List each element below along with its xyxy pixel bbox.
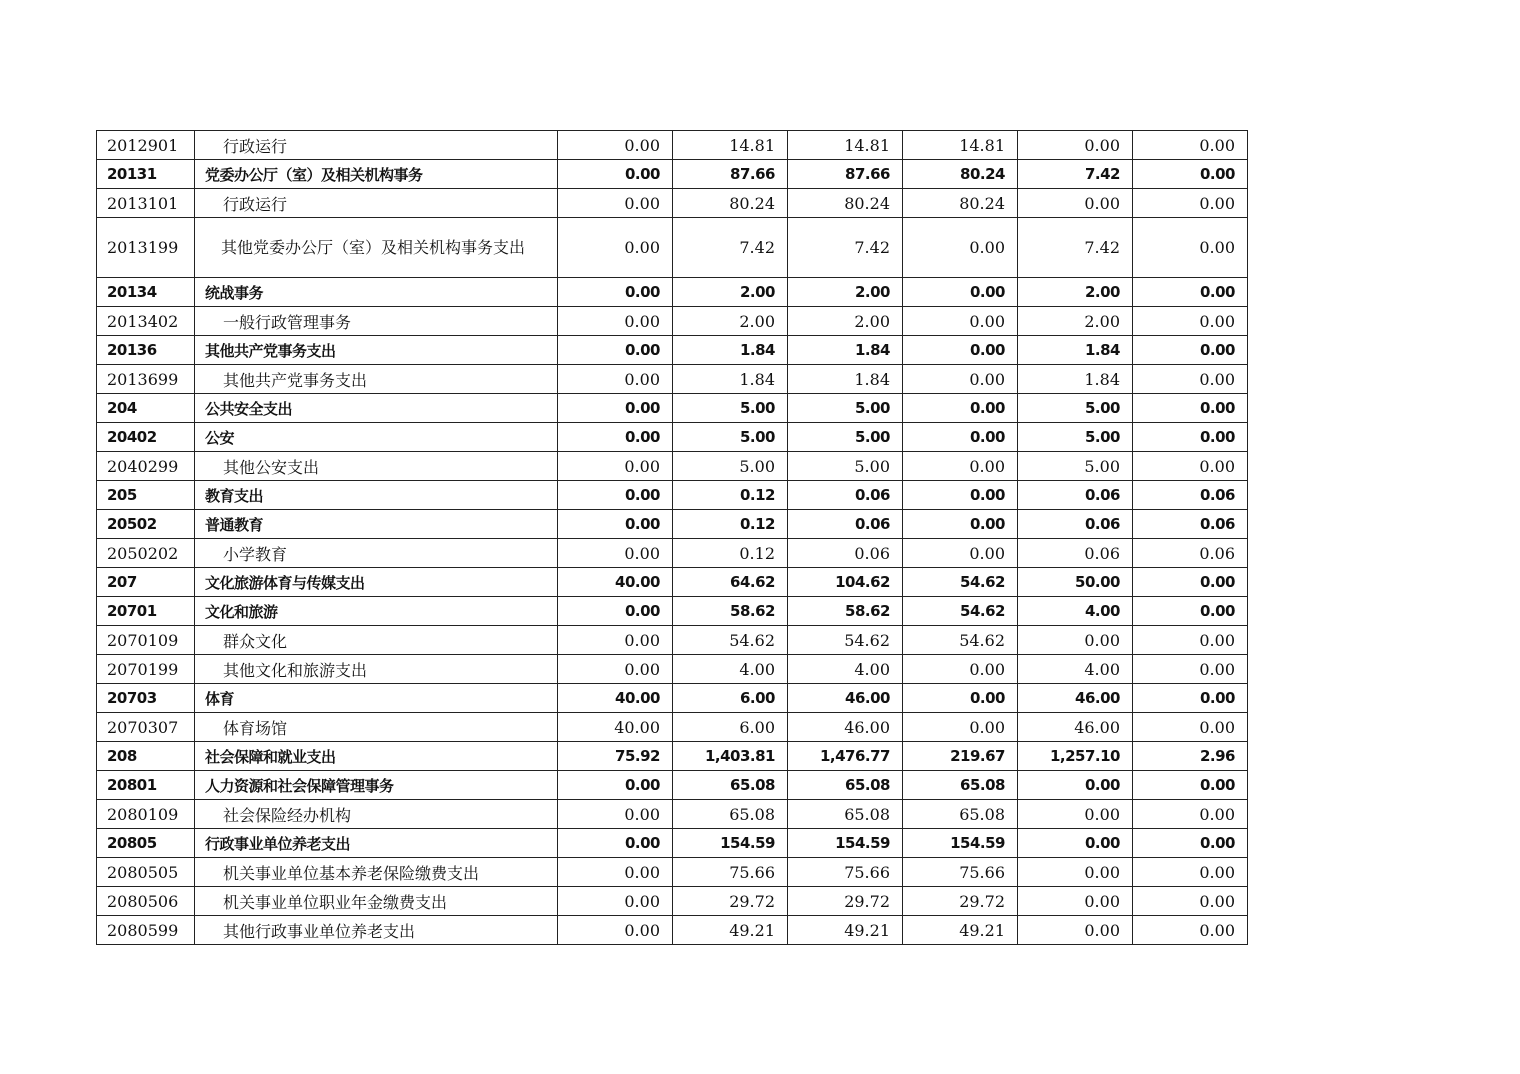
amount-cell: 7.42: [1018, 160, 1133, 189]
subject-name-cell: 行政事业单位养老支出: [195, 829, 558, 858]
amount-cell: 5.00: [1018, 394, 1133, 423]
amount-cell: 0.00: [558, 394, 673, 423]
amount-cell: 0.00: [1133, 452, 1248, 481]
amount-cell: 80.24: [788, 189, 903, 218]
table-row: [97, 394, 1248, 423]
amount-cell: 65.08: [788, 771, 903, 800]
table-row: [97, 189, 1248, 218]
amount-cell: 0.00: [558, 365, 673, 394]
amount-cell: 49.21: [673, 916, 788, 945]
amount-cell: 65.08: [788, 800, 903, 829]
amount-cell: 2.00: [788, 278, 903, 307]
amount-cell: 1,476.77: [788, 742, 903, 771]
amount-cell: 49.21: [903, 916, 1018, 945]
amount-cell: 2.00: [788, 307, 903, 336]
amount-cell: 7.42: [673, 218, 788, 278]
subject-name-cell: 小学教育: [195, 539, 558, 568]
subject-code-cell: 2013402: [97, 307, 195, 336]
amount-cell: 0.06: [1018, 481, 1133, 510]
amount-cell: 54.62: [903, 597, 1018, 626]
amount-cell: 0.12: [673, 481, 788, 510]
table-row: [97, 336, 1248, 365]
amount-cell: 5.00: [673, 452, 788, 481]
subject-name-cell: 文化旅游体育与传媒支出: [195, 568, 558, 597]
amount-cell: 1,257.10: [1018, 742, 1133, 771]
budget-expenditure-table: [96, 130, 1248, 945]
amount-cell: 65.08: [673, 771, 788, 800]
table-row: [97, 887, 1248, 916]
amount-cell: 0.00: [558, 800, 673, 829]
subject-code-cell: 20703: [97, 684, 195, 713]
amount-cell: 0.00: [558, 481, 673, 510]
amount-cell: 0.12: [673, 510, 788, 539]
subject-code-cell: 2050202: [97, 539, 195, 568]
amount-cell: 29.72: [673, 887, 788, 916]
amount-cell: 1.84: [788, 365, 903, 394]
table-row: [97, 481, 1248, 510]
amount-cell: 7.42: [788, 218, 903, 278]
amount-cell: 0.00: [1133, 626, 1248, 655]
subject-code-cell: 20701: [97, 597, 195, 626]
amount-cell: 0.00: [1133, 307, 1248, 336]
amount-cell: 0.00: [1133, 916, 1248, 945]
amount-cell: 80.24: [903, 189, 1018, 218]
subject-code-cell: 2013101: [97, 189, 195, 218]
amount-cell: 5.00: [673, 394, 788, 423]
amount-cell: 0.00: [558, 423, 673, 452]
amount-cell: 0.00: [1133, 771, 1248, 800]
amount-cell: 0.00: [1133, 887, 1248, 916]
amount-cell: 104.62: [788, 568, 903, 597]
amount-cell: 154.59: [673, 829, 788, 858]
amount-cell: 2.00: [673, 307, 788, 336]
amount-cell: 0.06: [788, 510, 903, 539]
amount-cell: 58.62: [788, 597, 903, 626]
subject-code-cell: 208: [97, 742, 195, 771]
amount-cell: 80.24: [673, 189, 788, 218]
table-row: [97, 684, 1248, 713]
subject-code-cell: 204: [97, 394, 195, 423]
amount-cell: 0.00: [903, 423, 1018, 452]
subject-code-cell: 2070199: [97, 655, 195, 684]
amount-cell: 0.00: [558, 218, 673, 278]
amount-cell: 87.66: [673, 160, 788, 189]
subject-name-cell: 其他行政事业单位养老支出: [195, 916, 558, 945]
amount-cell: 4.00: [673, 655, 788, 684]
subject-code-cell: 2013699: [97, 365, 195, 394]
amount-cell: 7.42: [1018, 218, 1133, 278]
amount-cell: 219.67: [903, 742, 1018, 771]
table-row: [97, 452, 1248, 481]
amount-cell: 75.66: [788, 858, 903, 887]
subject-name-cell: 群众文化: [195, 626, 558, 655]
table-row: [97, 423, 1248, 452]
amount-cell: 0.00: [1018, 829, 1133, 858]
amount-cell: 0.00: [558, 597, 673, 626]
amount-cell: 0.00: [1018, 626, 1133, 655]
amount-cell: 0.00: [1133, 829, 1248, 858]
subject-code-cell: 2013199: [97, 218, 195, 278]
amount-cell: 0.00: [903, 218, 1018, 278]
amount-cell: 5.00: [788, 423, 903, 452]
amount-cell: 40.00: [558, 684, 673, 713]
amount-cell: 1,403.81: [673, 742, 788, 771]
table-row: [97, 131, 1248, 160]
amount-cell: 0.00: [903, 452, 1018, 481]
table-row: [97, 218, 1248, 278]
amount-cell: 0.00: [1133, 568, 1248, 597]
table-body: [97, 131, 1248, 945]
amount-cell: 0.00: [903, 365, 1018, 394]
amount-cell: 2.00: [673, 278, 788, 307]
amount-cell: 75.66: [903, 858, 1018, 887]
amount-cell: 46.00: [1018, 684, 1133, 713]
amount-cell: 0.00: [1133, 278, 1248, 307]
amount-cell: 5.00: [788, 394, 903, 423]
amount-cell: 0.00: [1133, 218, 1248, 278]
amount-cell: 54.62: [903, 626, 1018, 655]
amount-cell: 0.00: [1133, 394, 1248, 423]
amount-cell: 0.00: [903, 336, 1018, 365]
amount-cell: 5.00: [1018, 452, 1133, 481]
table-row: [97, 800, 1248, 829]
table-row: [97, 858, 1248, 887]
amount-cell: 0.00: [558, 336, 673, 365]
amount-cell: 0.00: [903, 655, 1018, 684]
subject-code-cell: 2080599: [97, 916, 195, 945]
amount-cell: 0.12: [673, 539, 788, 568]
table-row: [97, 829, 1248, 858]
amount-cell: 75.66: [673, 858, 788, 887]
subject-name-cell: 其他共产党事务支出: [195, 365, 558, 394]
amount-cell: 1.84: [788, 336, 903, 365]
amount-cell: 65.08: [903, 771, 1018, 800]
amount-cell: 49.21: [788, 916, 903, 945]
amount-cell: 2.00: [1018, 307, 1133, 336]
amount-cell: 1.84: [1018, 365, 1133, 394]
subject-code-cell: 2080109: [97, 800, 195, 829]
table-row: [97, 626, 1248, 655]
amount-cell: 0.00: [903, 684, 1018, 713]
amount-cell: 5.00: [788, 452, 903, 481]
table-row: [97, 916, 1248, 945]
subject-name-cell: 其他共产党事务支出: [195, 336, 558, 365]
subject-name-cell: 机关事业单位基本养老保险缴费支出: [195, 858, 558, 887]
amount-cell: 0.00: [1018, 131, 1133, 160]
table-row: [97, 160, 1248, 189]
subject-name-cell: 公共安全支出: [195, 394, 558, 423]
subject-name-cell: 社会保险经办机构: [195, 800, 558, 829]
subject-name-cell: 行政运行: [195, 131, 558, 160]
subject-name-cell: 一般行政管理事务: [195, 307, 558, 336]
amount-cell: 54.62: [788, 626, 903, 655]
amount-cell: 0.00: [903, 713, 1018, 742]
amount-cell: 0.00: [1133, 365, 1248, 394]
table-row: [97, 771, 1248, 800]
subject-name-cell: 统战事务: [195, 278, 558, 307]
amount-cell: 0.00: [1018, 887, 1133, 916]
amount-cell: 0.00: [1133, 131, 1248, 160]
subject-name-cell: 普通教育: [195, 510, 558, 539]
amount-cell: 0.00: [1133, 858, 1248, 887]
subject-name-cell: 体育场馆: [195, 713, 558, 742]
subject-name-cell: 机关事业单位职业年金缴费支出: [195, 887, 558, 916]
amount-cell: 0.00: [903, 510, 1018, 539]
amount-cell: 0.00: [1133, 655, 1248, 684]
subject-name-cell: 体育: [195, 684, 558, 713]
amount-cell: 1.84: [673, 336, 788, 365]
amount-cell: 0.00: [1133, 800, 1248, 829]
subject-name-cell: 行政运行: [195, 189, 558, 218]
table-row: [97, 539, 1248, 568]
amount-cell: 87.66: [788, 160, 903, 189]
amount-cell: 154.59: [903, 829, 1018, 858]
amount-cell: 0.00: [1133, 189, 1248, 218]
amount-cell: 0.00: [1133, 684, 1248, 713]
amount-cell: 65.08: [903, 800, 1018, 829]
subject-name-cell: 党委办公厅（室）及相关机构事务: [195, 160, 558, 189]
table-row: [97, 568, 1248, 597]
amount-cell: 0.00: [903, 481, 1018, 510]
table-row: [97, 655, 1248, 684]
amount-cell: 0.00: [558, 307, 673, 336]
amount-cell: 64.62: [673, 568, 788, 597]
amount-cell: 0.00: [1018, 771, 1133, 800]
subject-code-cell: 20502: [97, 510, 195, 539]
amount-cell: 0.00: [1133, 160, 1248, 189]
subject-code-cell: 20134: [97, 278, 195, 307]
amount-cell: 0.00: [558, 626, 673, 655]
amount-cell: 6.00: [673, 684, 788, 713]
amount-cell: 0.00: [903, 307, 1018, 336]
amount-cell: 0.06: [788, 481, 903, 510]
subject-name-cell: 人力资源和社会保障管理事务: [195, 771, 558, 800]
table-row: [97, 307, 1248, 336]
amount-cell: 0.00: [1018, 858, 1133, 887]
amount-cell: 2.00: [1018, 278, 1133, 307]
amount-cell: 46.00: [788, 684, 903, 713]
amount-cell: 0.00: [1133, 423, 1248, 452]
amount-cell: 0.00: [903, 394, 1018, 423]
amount-cell: 14.81: [903, 131, 1018, 160]
amount-cell: 46.00: [1018, 713, 1133, 742]
amount-cell: 0.00: [558, 539, 673, 568]
amount-cell: 0.00: [558, 278, 673, 307]
amount-cell: 0.00: [1018, 916, 1133, 945]
amount-cell: 0.00: [558, 916, 673, 945]
table-row: [97, 742, 1248, 771]
subject-name-cell: 其他公安支出: [195, 452, 558, 481]
amount-cell: 46.00: [788, 713, 903, 742]
subject-code-cell: 207: [97, 568, 195, 597]
amount-cell: 58.62: [673, 597, 788, 626]
subject-code-cell: 2012901: [97, 131, 195, 160]
amount-cell: 80.24: [903, 160, 1018, 189]
table-row: [97, 365, 1248, 394]
table-row: [97, 713, 1248, 742]
subject-name-cell: 公安: [195, 423, 558, 452]
amount-cell: 0.00: [1133, 336, 1248, 365]
amount-cell: 6.00: [673, 713, 788, 742]
subject-code-cell: 20801: [97, 771, 195, 800]
amount-cell: 54.62: [903, 568, 1018, 597]
amount-cell: 5.00: [1018, 423, 1133, 452]
amount-cell: 14.81: [788, 131, 903, 160]
amount-cell: 1.84: [673, 365, 788, 394]
amount-cell: 2.96: [1133, 742, 1248, 771]
amount-cell: 65.08: [673, 800, 788, 829]
amount-cell: 0.00: [558, 858, 673, 887]
amount-cell: 4.00: [1018, 655, 1133, 684]
amount-cell: 4.00: [1018, 597, 1133, 626]
amount-cell: 0.06: [1133, 510, 1248, 539]
amount-cell: 40.00: [558, 568, 673, 597]
subject-code-cell: 20805: [97, 829, 195, 858]
amount-cell: 0.06: [788, 539, 903, 568]
amount-cell: 0.00: [903, 539, 1018, 568]
amount-cell: 75.92: [558, 742, 673, 771]
subject-code-cell: 2080505: [97, 858, 195, 887]
subject-name-cell: 其他党委办公厅（室）及相关机构事务支出: [195, 218, 558, 278]
amount-cell: 0.00: [558, 510, 673, 539]
amount-cell: 29.72: [788, 887, 903, 916]
amount-cell: 0.06: [1133, 539, 1248, 568]
amount-cell: 0.00: [1133, 713, 1248, 742]
amount-cell: 0.00: [558, 452, 673, 481]
amount-cell: 0.00: [558, 189, 673, 218]
table-row: [97, 278, 1248, 307]
amount-cell: 14.81: [673, 131, 788, 160]
table-row: [97, 510, 1248, 539]
amount-cell: 0.00: [903, 278, 1018, 307]
amount-cell: 0.00: [558, 131, 673, 160]
amount-cell: 4.00: [788, 655, 903, 684]
amount-cell: 29.72: [903, 887, 1018, 916]
subject-code-cell: 2040299: [97, 452, 195, 481]
subject-code-cell: 20136: [97, 336, 195, 365]
amount-cell: 0.00: [558, 829, 673, 858]
amount-cell: 0.00: [558, 655, 673, 684]
subject-code-cell: 20402: [97, 423, 195, 452]
amount-cell: 0.00: [558, 887, 673, 916]
subject-code-cell: 2080506: [97, 887, 195, 916]
subject-name-cell: 教育支出: [195, 481, 558, 510]
amount-cell: 0.00: [558, 160, 673, 189]
amount-cell: 50.00: [1018, 568, 1133, 597]
amount-cell: 0.06: [1133, 481, 1248, 510]
amount-cell: 0.00: [1018, 189, 1133, 218]
amount-cell: 0.00: [558, 771, 673, 800]
subject-name-cell: 其他文化和旅游支出: [195, 655, 558, 684]
amount-cell: 54.62: [673, 626, 788, 655]
subject-code-cell: 205: [97, 481, 195, 510]
subject-code-cell: 2070109: [97, 626, 195, 655]
subject-code-cell: 2070307: [97, 713, 195, 742]
subject-code-cell: 20131: [97, 160, 195, 189]
subject-name-cell: 文化和旅游: [195, 597, 558, 626]
table-row: [97, 597, 1248, 626]
amount-cell: 1.84: [1018, 336, 1133, 365]
amount-cell: 0.00: [1133, 597, 1248, 626]
subject-name-cell: 社会保障和就业支出: [195, 742, 558, 771]
amount-cell: 0.06: [1018, 510, 1133, 539]
amount-cell: 0.06: [1018, 539, 1133, 568]
amount-cell: 5.00: [673, 423, 788, 452]
amount-cell: 0.00: [1018, 800, 1133, 829]
amount-cell: 154.59: [788, 829, 903, 858]
amount-cell: 40.00: [558, 713, 673, 742]
